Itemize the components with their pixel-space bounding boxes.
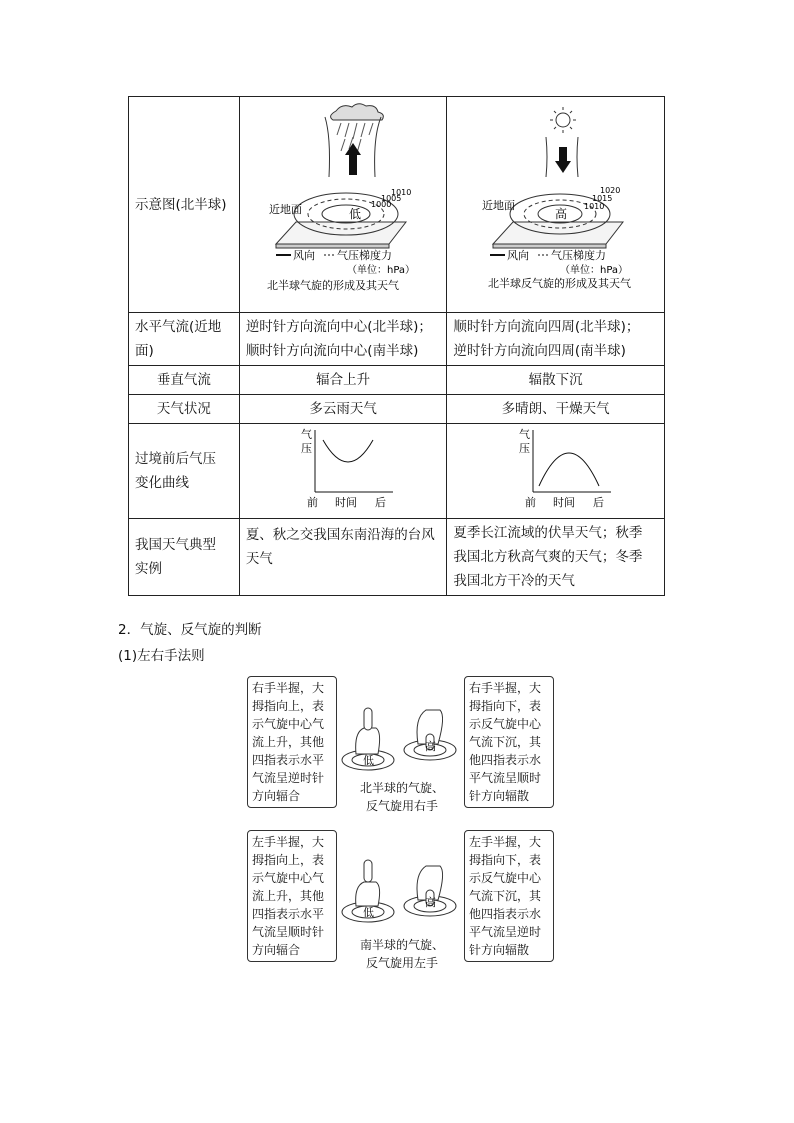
table-cell: 夏、秋之交我国东南沿海的台风 天气: [239, 519, 447, 596]
y-label: 气: [301, 428, 313, 441]
right-hand-caption: 北半球的气旋、 反气旋用右手: [359, 781, 444, 813]
table-cell: 辐散下沉: [447, 366, 665, 395]
legend-wind: 风向: [292, 249, 315, 262]
right-hand-illustration: [338, 700, 464, 780]
table-row: [129, 519, 665, 596]
x-label: 后: [375, 496, 387, 509]
x-label: 前: [307, 496, 319, 509]
legend-wind: 风向: [507, 249, 530, 262]
high-label: 高: [555, 207, 568, 221]
callout-right-hand-cyclone: 右手半握，大 拇指向上，表 示气旋中心气 流上升，其他 四指表示水平 气流呈逆时针 方向辐合: [247, 676, 337, 808]
isobar-label: 1005: [380, 194, 401, 203]
near-ground-label: 近地面: [482, 199, 516, 212]
isobar-label: 1000: [370, 200, 391, 209]
row-label: 示意图(北半球): [129, 97, 240, 313]
x-label: 前: [524, 496, 536, 509]
callout-left-hand-cyclone: 左手半握，大 拇指向上，表 示气旋中心气 流上升，其他 四指表示水平 气流呈顺时针 方向辐合: [247, 830, 337, 962]
row-label: 垂直气流: [129, 366, 240, 395]
pressure-curve-high: [461, 424, 651, 510]
callout-right-hand-anticyclone: 右手半握，大 拇指向下，表 示反气旋中心 气流下沉，其 他四指表示水 平气流呈顺时 针方向辐散: [464, 676, 554, 808]
table-cell: 逆时针方向流向中心(北半球)； 顺时针方向流向中心(南半球): [239, 313, 447, 366]
table-cell: 辐合上升: [239, 366, 447, 395]
pressure-curve-low: [253, 424, 433, 510]
table-row: [129, 395, 665, 424]
callout-left-hand-anticyclone: 左手半握，大 拇指向下，表 示反气旋中心 气流下沉，其 他四指表示水 平气流呈逆时 针方向辐散: [464, 830, 554, 962]
diagram-caption: 北半球反气旋的形成及其天气: [488, 277, 632, 290]
anticyclone-diagram-cell: [447, 97, 665, 313]
table-row: [129, 97, 665, 313]
isobar-label: 1010: [390, 188, 411, 197]
row-label: 天气状况: [129, 395, 240, 424]
cyclone-diagram-cell: [239, 97, 447, 313]
unit-label: （单位：hPa）: [560, 265, 629, 276]
pressure-curve-cell: [447, 424, 665, 519]
legend-pg: 气压梯度力: [551, 249, 607, 262]
table-row: [129, 366, 665, 395]
unit-label: （单位：hPa）: [346, 265, 415, 276]
x-label: 时间: [552, 496, 575, 509]
subsection-heading: (1)左右手法则: [118, 648, 205, 664]
section-heading: 2．气旋、反气旋的判断: [118, 622, 262, 638]
low-label: 低: [363, 906, 374, 919]
comparison-table: [128, 96, 665, 596]
pressure-curve-cell: [239, 424, 447, 519]
table-cell: 顺时针方向流向四周(北半球)； 逆时针方向流向四周(南半球): [447, 313, 665, 366]
table-row: [129, 313, 665, 366]
low-label: 低: [348, 207, 361, 221]
low-label: 低: [363, 754, 374, 767]
left-hand-caption: 南半球的气旋、 反气旋用左手: [359, 938, 444, 970]
table-cell: 夏季长江流域的伏旱天气；秋季 我国北方秋高气爽的天气；冬季 我国北方干冷的天气: [447, 519, 665, 596]
cyclone-diagram: [241, 97, 446, 304]
row-label: 过境前后气压 变化曲线: [129, 424, 240, 519]
diagram-caption: 北半球气旋的形成及其天气: [266, 279, 399, 292]
y-label: 压: [301, 442, 313, 455]
high-label: 高: [425, 896, 436, 909]
isobar-label: 1015: [592, 194, 613, 203]
table-cell: 多云雨天气: [239, 395, 447, 424]
anticyclone-diagram: [448, 97, 663, 304]
left-hand-illustration: [338, 854, 464, 934]
row-label: 水平气流(近地 面): [129, 313, 240, 366]
near-ground-label: 近地面: [268, 203, 302, 216]
y-label: 压: [518, 442, 530, 455]
x-label: 时间: [335, 496, 358, 509]
x-label: 后: [592, 496, 604, 509]
row-label: 我国天气典型 实例: [129, 519, 240, 596]
table-row: [129, 424, 665, 519]
y-label: 气: [518, 428, 530, 441]
legend-pg: 气压梯度力: [336, 249, 392, 262]
isobar-label: 1010: [584, 202, 605, 211]
table-cell: 多晴朗、干燥天气: [447, 395, 665, 424]
high-label: 高: [425, 740, 436, 753]
isobar-label: 1020: [600, 186, 621, 195]
